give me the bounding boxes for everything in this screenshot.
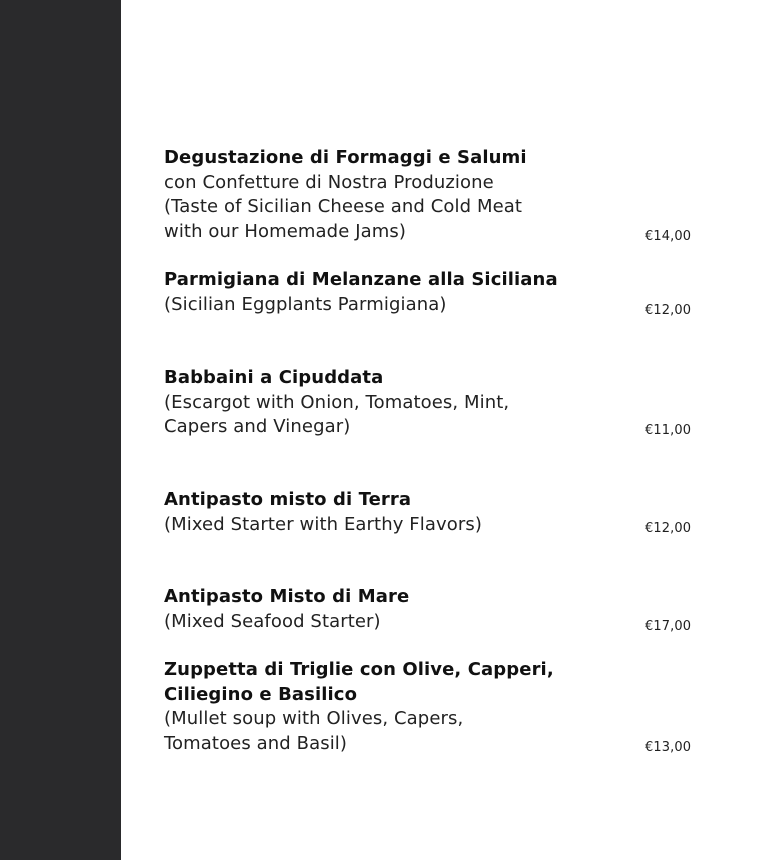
item-name: Parmigiana di Melanzane alla Siciliana [164,269,558,290]
item-price: €17,00 [645,619,692,634]
menu-item-zuppetta-triglie [164,658,724,756]
item-name: Ciliegino e Basilico [164,683,358,705]
item-name: Zuppetta di Triglie con Olive, Capperi, [164,659,554,680]
menu-item-formaggi-salumi [164,146,724,244]
item-price: €13,00 [645,740,692,755]
item-description-line: (Mixed Seafood Starter) [164,610,381,632]
item-description-line: Tomatoes and Basil) [164,732,348,754]
menu-item-babbaini [164,366,724,440]
item-name: Degustazione di Formaggi e Salumi [164,147,527,168]
item-description-line: (Mixed Starter with Earthy Flavors) [164,513,482,535]
item-description-line: (Taste of Sicilian Cheese and Cold Meat [164,196,523,217]
item-name: Antipasto misto di Terra [164,489,412,510]
item-price: €12,00 [645,303,692,318]
item-description-line: (Mullet soup with Olives, Capers, [164,708,464,729]
item-price: €12,00 [645,521,692,536]
menu-page [121,0,764,860]
item-description-line: con Confetture di Nostra Produzione [164,171,494,193]
item-name: Antipasto Misto di Mare [164,586,410,607]
item-description-line: (Escargot with Onion, Tomatoes, Mint, [164,391,510,413]
menu-item-antipasto-mare [164,585,724,634]
menu-item-antipasto-terra [164,488,724,537]
item-description-line: with our Homemade Jams) [164,220,406,242]
item-name: Babbaini a Cipuddata [164,367,384,388]
item-description-line: Capers and Vinegar) [164,416,351,437]
menu-item-parmigiana [164,268,724,317]
item-price: €14,00 [645,229,692,244]
item-price: €11,00 [645,423,692,438]
sidebar-band [0,0,121,860]
item-description-line: (Sicilian Eggplants Parmigiana) [164,293,447,315]
